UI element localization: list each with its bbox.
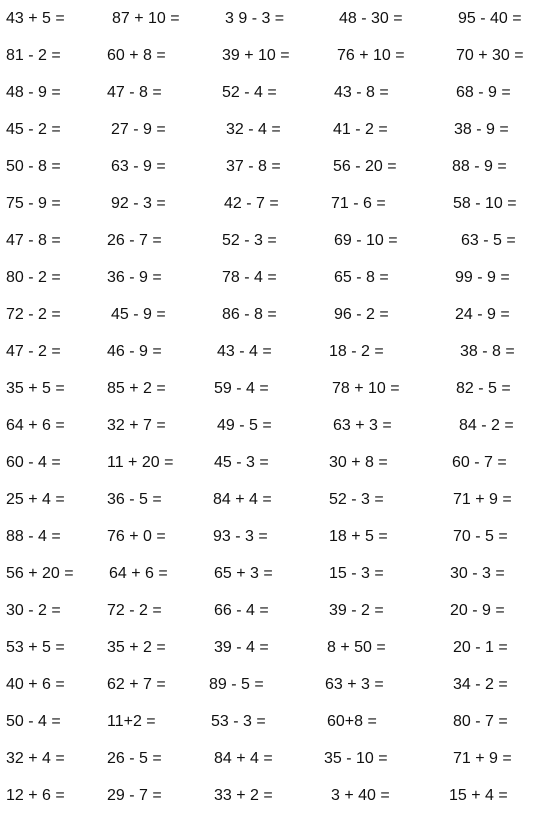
worksheet-row <box>0 296 552 333</box>
math-problem: 30 + 8 = <box>329 454 388 471</box>
math-problem: 88 - 9 = <box>452 158 507 175</box>
math-problem: 92 - 3 = <box>111 195 166 212</box>
math-problem: 15 - 3 = <box>329 565 384 582</box>
math-problem: 43 + 5 = <box>6 10 65 27</box>
math-problem: 24 - 9 = <box>455 306 510 323</box>
worksheet-row <box>0 74 552 111</box>
worksheet-row <box>0 777 552 814</box>
math-problem: 96 - 2 = <box>334 306 389 323</box>
math-problem: 63 - 9 = <box>111 158 166 175</box>
math-problem: 42 - 7 = <box>224 195 279 212</box>
math-problem: 80 - 2 = <box>6 269 61 286</box>
math-problem: 60 - 7 = <box>452 454 507 471</box>
math-problem: 76 + 0 = <box>107 528 166 545</box>
math-problem: 76 + 10 = <box>337 47 405 64</box>
math-problem: 30 - 2 = <box>6 602 61 619</box>
math-problem: 35 + 2 = <box>107 639 166 656</box>
math-problem: 53 - 3 = <box>211 713 266 730</box>
worksheet-row <box>0 518 552 555</box>
worksheet-row <box>0 740 552 777</box>
math-problem: 36 - 9 = <box>107 269 162 286</box>
math-problem: 78 - 4 = <box>222 269 277 286</box>
math-problem: 38 - 9 = <box>454 121 509 138</box>
math-problem: 66 - 4 = <box>214 602 269 619</box>
math-problem: 64 + 6 = <box>109 565 168 582</box>
math-problem: 59 - 4 = <box>214 380 269 397</box>
worksheet-row <box>0 592 552 629</box>
math-problem: 43 - 8 = <box>334 84 389 101</box>
worksheet-row <box>0 259 552 296</box>
math-problem: 80 - 7 = <box>453 713 508 730</box>
math-problem: 47 - 8 = <box>107 84 162 101</box>
math-problem: 46 - 9 = <box>107 343 162 360</box>
math-problem: 93 - 3 = <box>213 528 268 545</box>
math-problem: 84 + 4 = <box>214 750 273 767</box>
math-problem: 72 - 2 = <box>6 306 61 323</box>
math-problem: 52 - 3 = <box>222 232 277 249</box>
math-problem: 36 - 5 = <box>107 491 162 508</box>
math-problem: 60 - 4 = <box>6 454 61 471</box>
math-problem: 45 - 3 = <box>214 454 269 471</box>
worksheet-row <box>0 407 552 444</box>
math-problem: 12 + 6 = <box>6 787 65 804</box>
math-problem: 3 + 40 = <box>331 787 390 804</box>
math-problem: 35 + 5 = <box>6 380 65 397</box>
worksheet-row <box>0 37 552 74</box>
worksheet-row <box>0 185 552 222</box>
math-problem: 47 - 8 = <box>6 232 61 249</box>
math-problem: 72 - 2 = <box>107 602 162 619</box>
math-problem: 48 - 30 = <box>339 10 403 27</box>
worksheet-row <box>0 666 552 703</box>
math-problem: 60 + 8 = <box>107 47 166 64</box>
math-problem: 26 - 7 = <box>107 232 162 249</box>
math-problem: 82 - 5 = <box>456 380 511 397</box>
math-problem: 26 - 5 = <box>107 750 162 767</box>
math-problem: 39 - 4 = <box>214 639 269 656</box>
math-problem: 60+8 = <box>327 713 377 730</box>
worksheet-row <box>0 444 552 481</box>
math-problem: 58 - 10 = <box>453 195 517 212</box>
math-problem: 56 - 20 = <box>333 158 397 175</box>
math-problem: 85 + 2 = <box>107 380 166 397</box>
math-problem: 18 - 2 = <box>329 343 384 360</box>
worksheet-row <box>0 629 552 666</box>
math-problem: 47 - 2 = <box>6 343 61 360</box>
math-problem: 69 - 10 = <box>334 232 398 249</box>
math-problem: 75 - 9 = <box>6 195 61 212</box>
math-problem: 40 + 6 = <box>6 676 65 693</box>
math-problem: 39 - 2 = <box>329 602 384 619</box>
math-problem: 63 + 3 = <box>333 417 392 434</box>
math-problem: 29 - 7 = <box>107 787 162 804</box>
worksheet-row <box>0 0 552 37</box>
math-problem: 95 - 40 = <box>458 10 522 27</box>
math-problem: 84 + 4 = <box>213 491 272 508</box>
math-problem: 56 + 20 = <box>6 565 74 582</box>
worksheet-row <box>0 148 552 185</box>
math-problem: 86 - 8 = <box>222 306 277 323</box>
math-problem: 64 + 6 = <box>6 417 65 434</box>
math-problem: 15 + 4 = <box>449 787 508 804</box>
math-problem: 68 - 9 = <box>456 84 511 101</box>
math-problem: 70 - 5 = <box>453 528 508 545</box>
math-problem: 99 - 9 = <box>455 269 510 286</box>
math-problem: 52 - 4 = <box>222 84 277 101</box>
math-problem: 50 - 4 = <box>6 713 61 730</box>
worksheet-row <box>0 703 552 740</box>
math-problem: 41 - 2 = <box>333 121 388 138</box>
math-problem: 78 + 10 = <box>332 380 400 397</box>
math-problem: 43 - 4 = <box>217 343 272 360</box>
math-problem: 71 + 9 = <box>453 750 512 767</box>
math-problem: 88 - 4 = <box>6 528 61 545</box>
math-problem: 11 + 20 = <box>107 454 174 471</box>
math-problem: 45 - 9 = <box>111 306 166 323</box>
math-problem: 33 + 2 = <box>214 787 273 804</box>
math-problem: 20 - 1 = <box>453 639 508 656</box>
math-problem: 52 - 3 = <box>329 491 384 508</box>
math-problem: 63 - 5 = <box>461 232 516 249</box>
math-problem: 30 - 3 = <box>450 565 505 582</box>
math-problem: 50 - 8 = <box>6 158 61 175</box>
math-problem: 71 - 6 = <box>331 195 386 212</box>
math-problem: 11+2 = <box>107 713 156 730</box>
math-problem: 70 + 30 = <box>456 47 524 64</box>
math-problem: 18 + 5 = <box>329 528 388 545</box>
math-problem: 32 + 7 = <box>107 417 166 434</box>
math-problem: 34 - 2 = <box>453 676 508 693</box>
worksheet-row <box>0 370 552 407</box>
math-problem: 32 - 4 = <box>226 121 281 138</box>
math-problem: 45 - 2 = <box>6 121 61 138</box>
math-problem: 49 - 5 = <box>217 417 272 434</box>
math-problem: 27 - 9 = <box>111 121 166 138</box>
math-problem: 62 + 7 = <box>107 676 166 693</box>
math-problem: 25 + 4 = <box>6 491 65 508</box>
worksheet-row <box>0 333 552 370</box>
worksheet-row <box>0 481 552 518</box>
math-problem: 81 - 2 = <box>6 47 61 64</box>
math-problem: 87 + 10 = <box>112 10 180 27</box>
math-problem: 65 + 3 = <box>214 565 273 582</box>
math-problem: 37 - 8 = <box>226 158 281 175</box>
math-problem: 89 - 5 = <box>209 676 264 693</box>
math-problem: 39 + 10 = <box>222 47 290 64</box>
math-problem: 32 + 4 = <box>6 750 65 767</box>
math-problem: 35 - 10 = <box>324 750 388 767</box>
math-problem: 84 - 2 = <box>459 417 514 434</box>
math-problem: 8 + 50 = <box>327 639 386 656</box>
math-problem: 71 + 9 = <box>453 491 512 508</box>
math-problem: 20 - 9 = <box>450 602 505 619</box>
math-problem: 48 - 9 = <box>6 84 61 101</box>
math-problem: 38 - 8 = <box>460 343 515 360</box>
worksheet-row <box>0 111 552 148</box>
math-problem: 53 + 5 = <box>6 639 65 656</box>
worksheet-row <box>0 555 552 592</box>
worksheet-row <box>0 222 552 259</box>
math-problem: 63 + 3 = <box>325 676 384 693</box>
math-problem: 65 - 8 = <box>334 269 389 286</box>
math-problem: 3 9 - 3 = <box>225 10 285 27</box>
